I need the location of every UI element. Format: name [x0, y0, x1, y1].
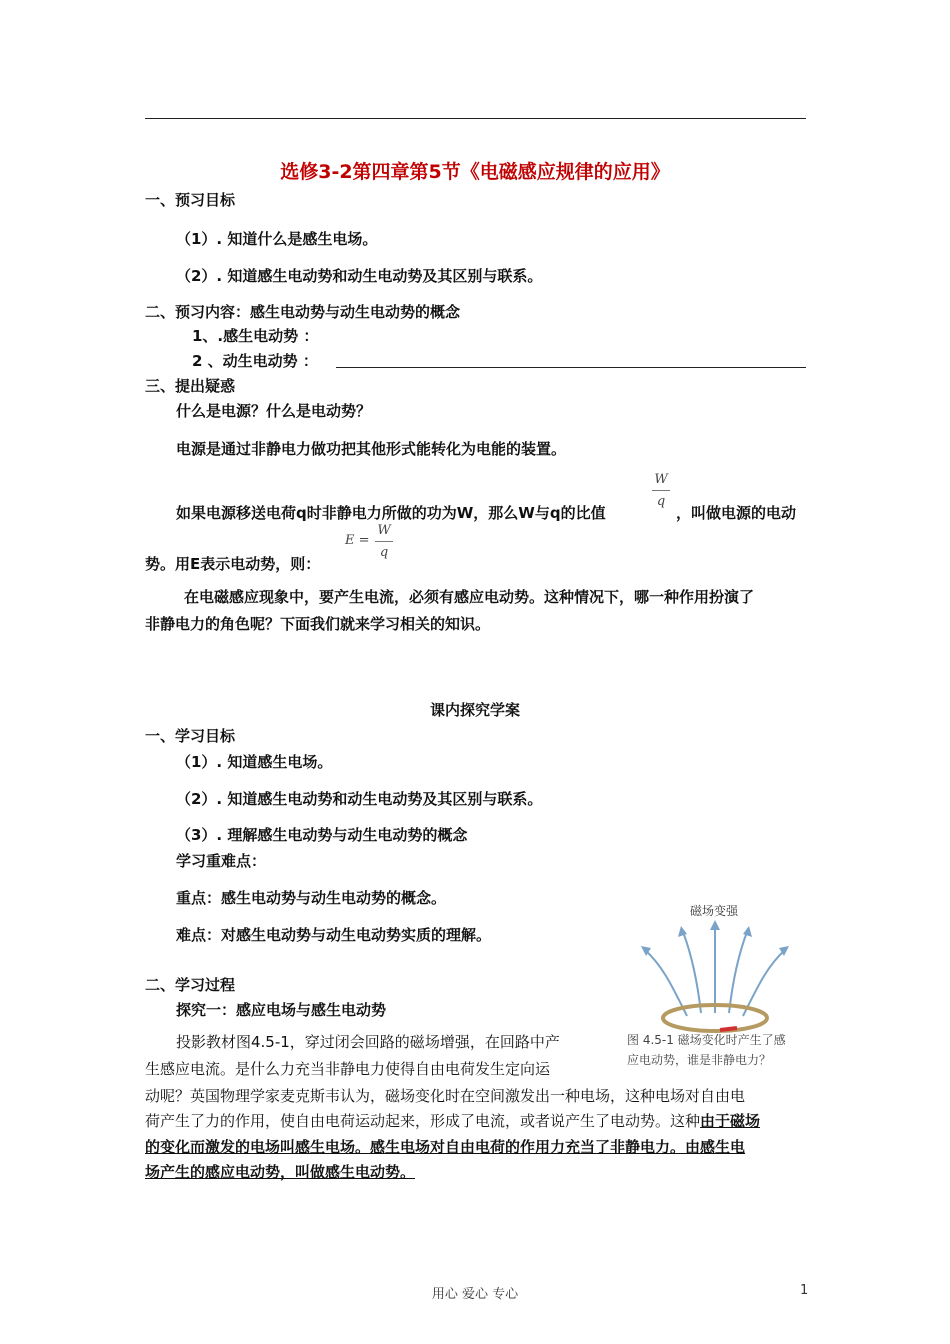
formula-fraction: [375, 523, 393, 560]
goal-item: （3）. 理解感生电动势与动生电动势的概念: [176, 826, 468, 844]
body-text: 荷产生了力的作用，使自由电荷运动起来，形成了电流，或者说产生了电动势。这种: [145, 1112, 701, 1130]
section-heading: 一、预习目标: [145, 191, 236, 209]
page-title: 选修3-2第四章第5节《电磁感应规律的应用》: [280, 161, 670, 183]
content-item: 2 、动生电动势 ：: [192, 352, 318, 370]
figure-caption-line: 图 4.5-1 磁场变化时产生了感: [627, 1033, 786, 1047]
section-heading: 二、学习过程: [145, 976, 236, 994]
underlined-text: 由于磁场: [700, 1112, 761, 1130]
goal-item: （2）. 知道感生电动势和动生电动势及其区别与联系。: [176, 790, 543, 808]
fraction-bar: [375, 541, 393, 542]
ring-field-illustration: [625, 918, 807, 1048]
body-line: 投影教材图4.5-1，穿过闭会回路的磁场增强，在回路中产: [176, 1033, 560, 1051]
goal-item: （1）. 知道什么是感生电场。: [176, 230, 378, 248]
fraction-w-over-q: [652, 472, 670, 509]
question-text: 什么是电源？什么是电动势？: [176, 402, 372, 420]
section-title: 课内探究学案: [429, 701, 520, 719]
fraction-denominator: q: [379, 545, 389, 560]
page-number: 1: [800, 1283, 809, 1298]
content-item: 1、.感生电动势 ：: [192, 327, 319, 345]
section-heading: 一、学习目标: [145, 727, 236, 745]
fraction-denominator: q: [656, 494, 666, 509]
paragraph-line: 非静电力的角色呢？下面我们就来学习相关的知识。: [145, 615, 491, 633]
emf-definition-text: 如果电源移送电荷q时非静电力所做的功为W，那么W与q的比值: [176, 504, 606, 522]
key-label: 学习重难点：: [176, 852, 267, 870]
figure-label: 磁场变强: [690, 904, 739, 918]
emf-definition-text-cont: ，叫做电源的电动: [676, 504, 797, 522]
paragraph-line: 在电磁感应现象中，要产生电流，必须有感应电动势。这种情况下，哪一种作用扮演了: [184, 588, 755, 606]
underlined-body-line: 场产生的感应电动势，叫做感生电动势。: [145, 1163, 416, 1181]
emf-formula-text: 势。用E表示电动势，则：: [145, 555, 321, 573]
figure-magnetic-field: [625, 888, 807, 1078]
fraction-bar: [652, 490, 670, 491]
section-heading: 三、提出疑惑: [145, 377, 236, 395]
header-rule: [145, 118, 806, 119]
key-point: 重点：感生电动势与动生电动势的概念。: [176, 889, 447, 907]
section-heading: 二、预习内容：感生电动势与动生电动势的概念: [145, 303, 461, 321]
difficult-point: 难点：对感生电动势与动生电动势实质的理解。: [176, 926, 492, 944]
goal-item: （2）. 知道感生电动势和动生电动势及其区别与联系。: [176, 267, 543, 285]
fraction-numerator: W: [377, 523, 391, 538]
fraction-numerator: W: [654, 472, 668, 487]
body-line: [145, 1110, 760, 1131]
underlined-body-line: 的变化而激发的电场叫感生电场。感生电场对自由电荷的作用力充当了非静电力。由感生电: [145, 1138, 746, 1156]
explore-heading: 探究一：感应电场与感生电动势: [176, 1001, 387, 1019]
fill-in-blank-line: [336, 367, 806, 368]
goal-item: （1）. 知道感生电场。: [176, 753, 333, 771]
formula-lhs: E =: [345, 533, 370, 548]
footer-text: 用心 爱心 专心: [431, 1287, 519, 1302]
definition-text: 电源是通过非静电力做功把其他形式能转化为电能的装置。: [176, 440, 567, 458]
figure-caption-line: 应电动势，谁是非静电力？: [627, 1053, 772, 1067]
body-line: 生感应电流。是什么力充当非静电力使得自由电荷发生定向运: [145, 1060, 551, 1078]
body-line: 动呢？英国物理学家麦克斯韦认为，磁场变化时在空间激发出一种电场，这种电场对自由电: [145, 1087, 746, 1105]
